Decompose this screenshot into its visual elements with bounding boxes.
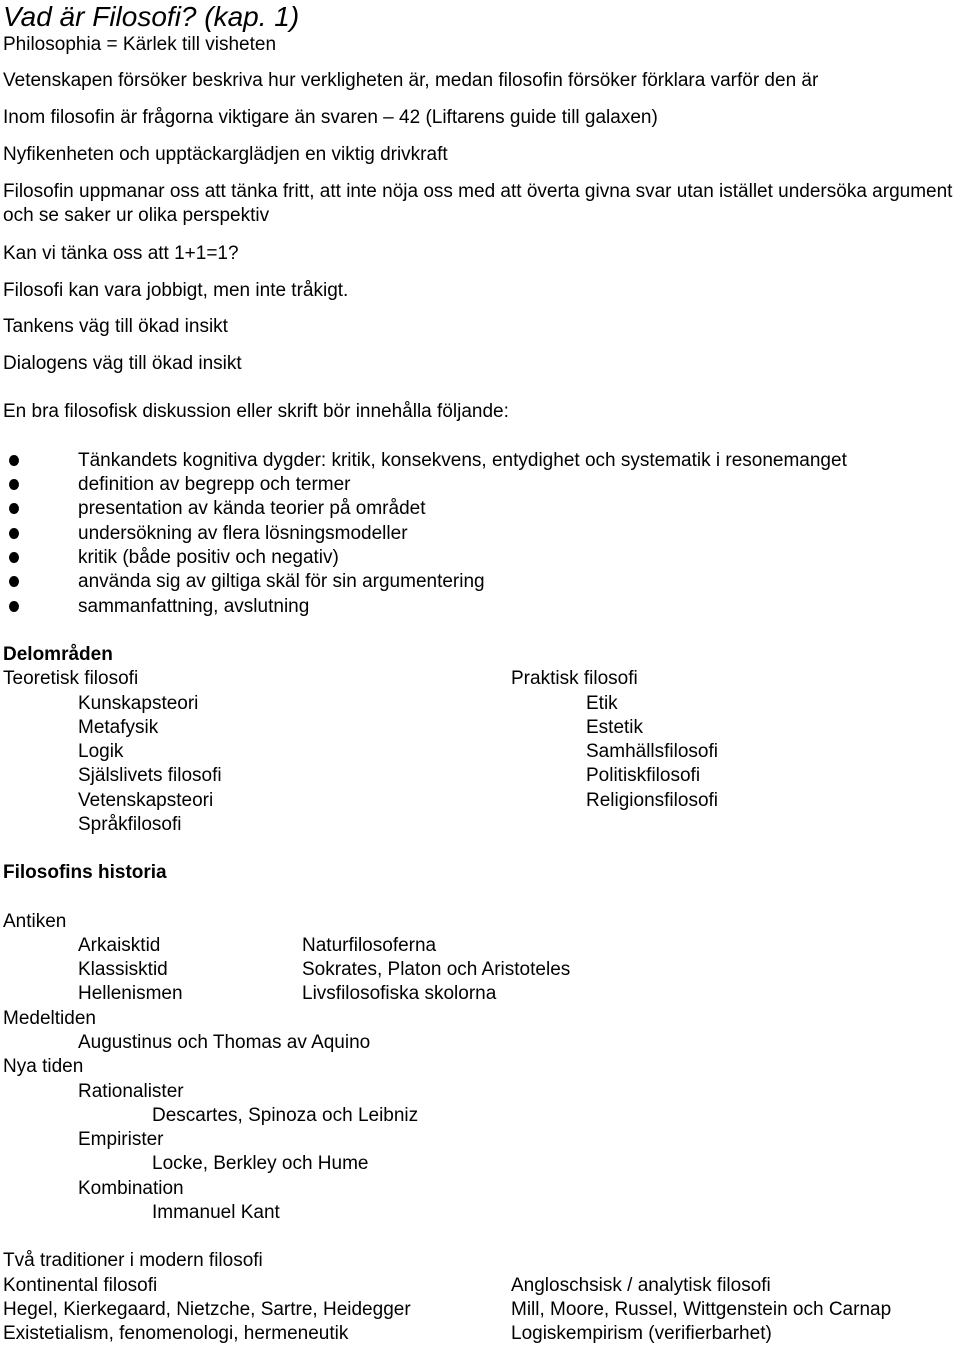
intro-line-4: Nyfikenheten och upptäckarglädjen en viktig drivkraft bbox=[3, 144, 448, 165]
praktisk-item: Politiskfilosofi bbox=[586, 765, 701, 786]
teoretisk-label: Teoretisk filosofi bbox=[3, 668, 139, 689]
teoretisk-item: Språkfilosofi bbox=[78, 814, 182, 835]
teoretisk-item: Vetenskapsteori bbox=[78, 790, 214, 811]
school-names: Descartes, Spinoza och Leibniz bbox=[152, 1105, 419, 1126]
intro-line-7: Filosofi kan vara jobbigt, men inte tråkigt. bbox=[3, 280, 349, 301]
praktisk-item: Samhällsfilosofi bbox=[586, 741, 718, 762]
traditioner-heading: Två traditioner i modern filosofi bbox=[3, 1250, 263, 1271]
historia-heading: Filosofins historia bbox=[3, 862, 167, 883]
page-title: Vad är Filosofi? (kap. 1) bbox=[3, 1, 300, 32]
era-label: Klassisktid bbox=[78, 959, 168, 980]
delomraden-heading: Delområden bbox=[3, 644, 113, 665]
intro-line-5: Filosofin uppmanar oss att tänka fritt, att inte nöja oss med att överta givna svar utan istället undersöka argument och se saker ur olika perspektiv bbox=[3, 181, 953, 226]
tradition-left-line: Kontinental filosofi bbox=[3, 1275, 158, 1296]
intro-line-9: Dialogens väg till ökad insikt bbox=[3, 353, 242, 374]
list-item-text: presentation av kända teorier på området bbox=[78, 498, 426, 519]
praktisk-label: Praktisk filosofi bbox=[511, 668, 638, 689]
school-names: Locke, Berkley och Hume bbox=[152, 1153, 369, 1174]
school-names: Immanuel Kant bbox=[152, 1202, 280, 1223]
period-antiken: Antiken bbox=[3, 911, 67, 932]
tradition-left-line: Existetialism, fenomenologi, hermeneutik bbox=[3, 1323, 349, 1344]
tradition-right-line: Mill, Moore, Russel, Wittgenstein och Carnap bbox=[511, 1299, 892, 1320]
teoretisk-item: Själslivets filosofi bbox=[78, 765, 222, 786]
list-item-text: använda sig av giltiga skäl för sin argumentering bbox=[78, 571, 485, 592]
praktisk-item: Religionsfilosofi bbox=[586, 790, 719, 811]
bullet-icon bbox=[9, 576, 19, 587]
era-description: Livsfilosofiska skolorna bbox=[302, 983, 497, 1004]
bullet-icon bbox=[9, 479, 19, 490]
intro-line-10: En bra filosofisk diskussion eller skrift bör innehålla följande: bbox=[3, 401, 509, 422]
tradition-right-line: Angloschsisk / analytisk filosofi bbox=[511, 1275, 771, 1296]
intro-line-3: Inom filosofin är frågorna viktigare än svaren – 42 (Liftarens guide till galaxen) bbox=[3, 107, 658, 128]
intro-line-8: Tankens väg till ökad insikt bbox=[3, 316, 228, 337]
bullet-icon bbox=[9, 455, 19, 466]
intro-line-6: Kan vi tänka oss att 1+1=1? bbox=[3, 243, 239, 264]
list-item-text: definition av begrepp och termer bbox=[78, 474, 351, 495]
bullet-icon bbox=[9, 601, 19, 612]
bullet-icon bbox=[9, 503, 19, 514]
praktisk-item: Estetik bbox=[586, 717, 644, 738]
era-label: Hellenismen bbox=[78, 983, 183, 1004]
teoretisk-item: Metafysik bbox=[78, 717, 159, 738]
praktisk-item: Etik bbox=[586, 693, 618, 714]
era-label: Arkaisktid bbox=[78, 935, 161, 956]
list-item-text: undersökning av flera lösningsmodeller bbox=[78, 523, 408, 544]
era-description: Naturfilosoferna bbox=[302, 935, 437, 956]
tradition-right-line: Logiskempirism (verifierbarhet) bbox=[511, 1323, 772, 1344]
era-description: Sokrates, Platon och Aristoteles bbox=[302, 959, 571, 980]
school-kombination: Kombination bbox=[78, 1178, 184, 1199]
tradition-left-line: Hegel, Kierkegaard, Nietzche, Sartre, Heidegger bbox=[3, 1299, 411, 1320]
list-item-text: kritik (både positiv och negativ) bbox=[78, 547, 339, 568]
school-rationalister: Rationalister bbox=[78, 1081, 184, 1102]
period-nya-tiden: Nya tiden bbox=[3, 1056, 84, 1077]
list-item-text: Tänkandets kognitiva dygder: kritik, konsekvens, entydighet och systematik i resonemanget bbox=[78, 450, 847, 471]
teoretisk-item: Kunskapsteori bbox=[78, 693, 199, 714]
period-medeltiden: Medeltiden bbox=[3, 1008, 96, 1029]
intro-line-1: Philosophia = Kärlek till visheten bbox=[3, 34, 277, 55]
medeltiden-item: Augustinus och Thomas av Aquino bbox=[78, 1032, 371, 1053]
intro-line-2: Vetenskapen försöker beskriva hur verkligheten är, medan filosofin försöker förklara varför den är bbox=[3, 70, 819, 91]
list-item-text: sammanfattning, avslutning bbox=[78, 596, 310, 617]
bullet-icon bbox=[9, 552, 19, 563]
school-empirister: Empirister bbox=[78, 1129, 164, 1150]
teoretisk-item: Logik bbox=[78, 741, 124, 762]
bullet-icon bbox=[9, 528, 19, 539]
